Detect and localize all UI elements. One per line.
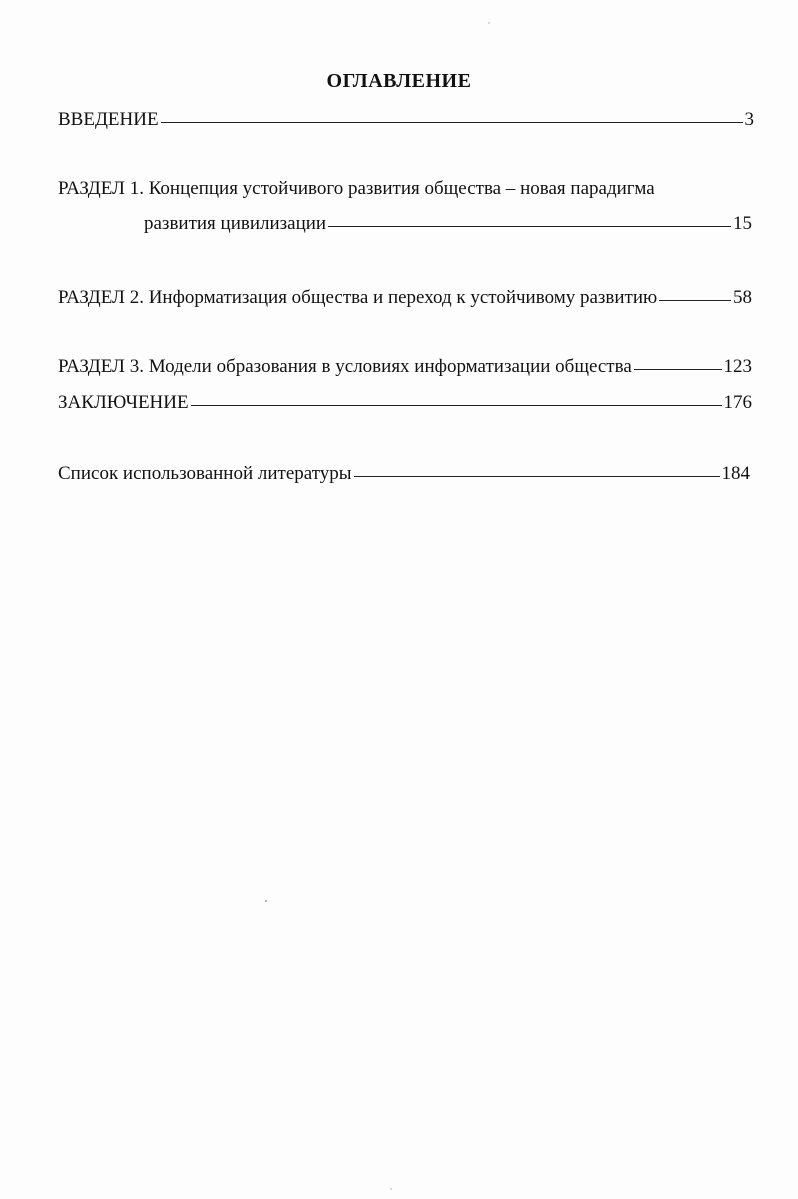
- toc-leader: [354, 476, 720, 477]
- toc-entry-text: ВВЕДЕНИЕ: [58, 109, 159, 130]
- toc-entry-text: Список использованной литературы: [58, 463, 352, 484]
- toc-leader: [161, 122, 743, 123]
- toc-entry-text: развития цивилизации: [144, 213, 327, 234]
- toc-page-number: 123: [723, 356, 752, 377]
- toc-leader: [634, 369, 722, 370]
- scan-speck: [390, 1188, 392, 1190]
- toc-leader: [328, 226, 731, 227]
- scan-speck: [265, 900, 267, 902]
- toc-entry-section-1-line1: РАЗДЕЛ 1. Концепция устойчивого развития общества – новая парадигма: [58, 178, 655, 199]
- toc-entry-conclusion: [58, 391, 752, 415]
- toc-entry-bibliography: [58, 462, 750, 486]
- toc-page-number: 3: [744, 109, 754, 130]
- toc-entry-text: РАЗДЕЛ 3. Модели образования в условиях информатизации общества: [58, 356, 632, 377]
- toc-page-number: 176: [723, 392, 752, 413]
- toc-entry-section-3: [58, 355, 752, 379]
- toc-entry-section-1: [144, 212, 752, 236]
- page-title: ОГЛАВЛЕНИЕ: [326, 70, 472, 92]
- toc-page-number: 184: [721, 463, 750, 484]
- toc-entry-text: ЗАКЛЮЧЕНИЕ: [58, 392, 189, 413]
- toc-leader: [659, 300, 731, 301]
- toc-page-number: 58: [733, 287, 752, 308]
- toc-page-number: 15: [733, 213, 752, 234]
- scan-speck: [488, 22, 490, 24]
- toc-leader: [191, 405, 722, 406]
- toc-entry-introduction: [58, 108, 754, 132]
- toc-entry-section-2: [58, 286, 752, 310]
- toc-entry-text: РАЗДЕЛ 2. Информатизация общества и переход к устойчивому развитию: [58, 287, 658, 308]
